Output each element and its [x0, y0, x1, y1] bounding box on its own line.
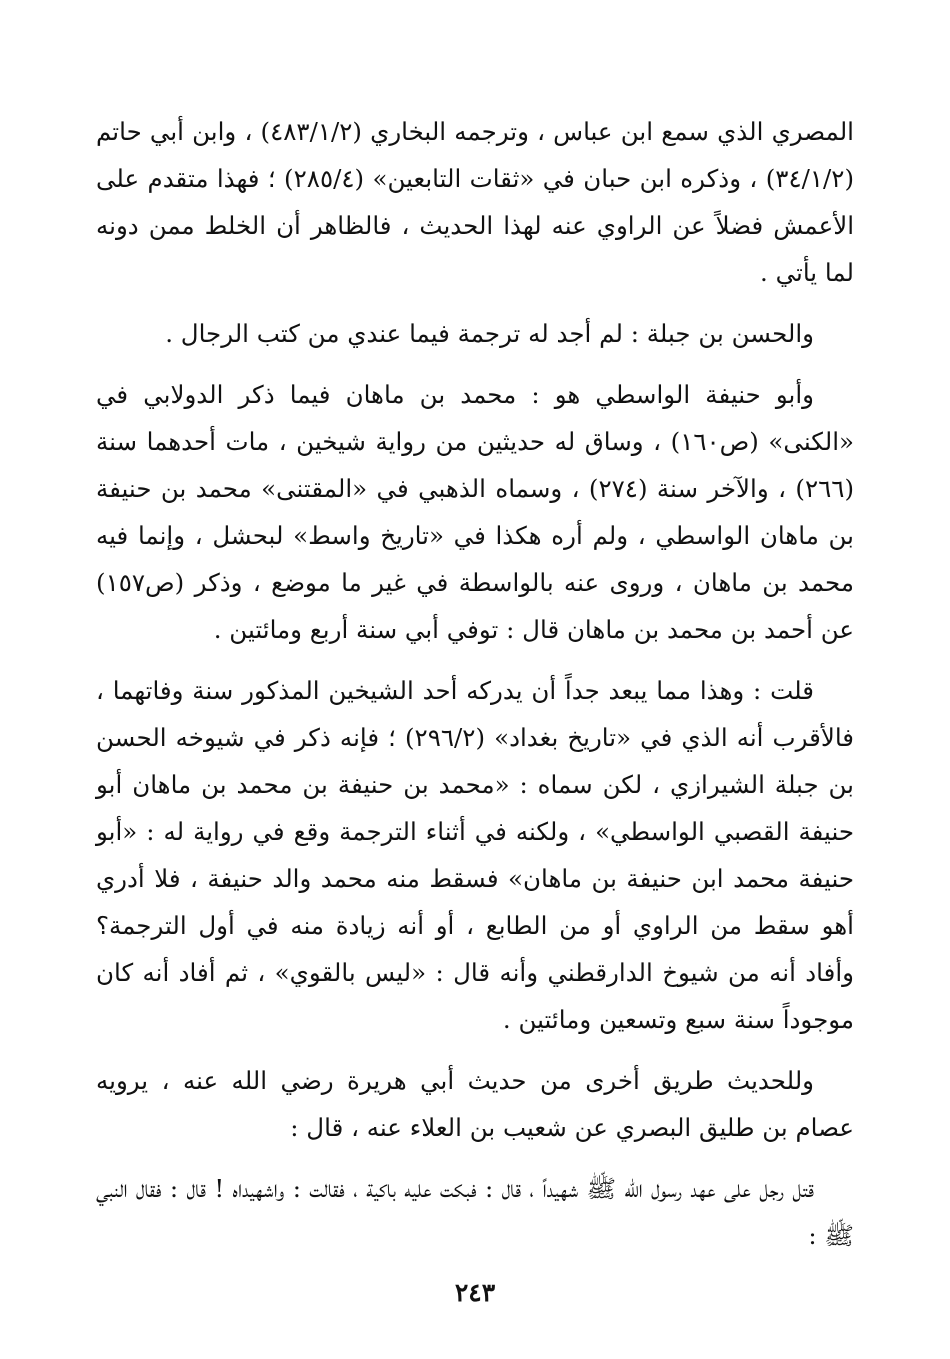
page-number: ٢٤٣ — [454, 1278, 496, 1307]
paragraph-hadith-text: قتل رجل على عهد رسول الله ﷺ شهيداً ، قال : فبكت عليه باكية ، فقالت : واشهيداه ! قال : فقال النبي ﷺ : — [96, 1174, 854, 1250]
paragraph-qultu: قلت : وهذا مما يبعد جداً أن يدركه أحد الشيخين المذكور سنة وفاتهما ، فالأقرب أنه الذي في «تاريخ بغداد» (٢٩٦/٢) ؛ فإنه ذكر في شيوخه الحسن بن جبلة الشيرازي ، لكن سماه : «محمد بن حنيفة بن محمد بن ماهان أبو حنيفة القصبي الواسطي» ، ولكنه في أثناء الترجمة وقع في رواية له : «أبو حنيفة محمد ابن حنيفة بن ماهان» فسقط منه محمد والد حنيفة ، فلا أدري أهو سقط من الراوي أو من الطابع ، أو أنه زيادة منه في أول الترجمة؟ وأفاد أنه من شيوخ الدارقطني وأنه قال : «ليس بالقوي» ، ثم أفاد أنه كان موجوداً سنة سبع وتسعين ومائتين . — [96, 676, 854, 1034]
paragraph-continuation: المصري الذي سمع ابن عباس ، وترجمه البخاري (٤٨٣/١/٢) ، وابن أبي حاتم (٣٤/١/٢) ، وذكره ابن حبان في «ثقات التابعين» (٢٨٥/٤) ؛ فهذا متقدم على الأعمش فضلاً عن الراوي عنه لهذا الحديث ، فالظاهر أن الخلط ممن دونه لما يأتي . — [96, 117, 854, 287]
paragraph-another-route: وللحديث طريق أخرى من حديث أبي هريرة رضي الله عنه ، يرويه عصام بن طليق البصري عن شعيب بن العلاء عنه ، قال : — [96, 1066, 854, 1142]
paragraph-hasan-ibn-jabala: والحسن بن جبلة : لم أجد له ترجمة فيما عندي من كتب الرجال . — [165, 319, 814, 348]
paragraph-abu-hanifa-wasiti: وأبو حنيفة الواسطي هو : محمد بن ماهان فيما ذكر الدولابي في «الكنى» (ص١٦٠) ، وساق له حديثين من رواية شيخين ، مات أحدهما سنة (٢٦٦) ، والآخر سنة (٢٧٤) ، وسماه الذهبي في «المقتنى» محمد بن حنيفة بن ماهان الواسطي ، ولم أره هكذا في «تاريخ واسط» لبحشل ، وإنما فيه محمد بن ماهان ، وروى عنه بالواسطة في غير ما موضع ، وذكر (ص١٥٧) عن أحمد بن محمد بن ماهان قال : توفي أبي سنة أربع ومائتين . — [96, 380, 854, 644]
page-body — [96, 108, 854, 1259]
